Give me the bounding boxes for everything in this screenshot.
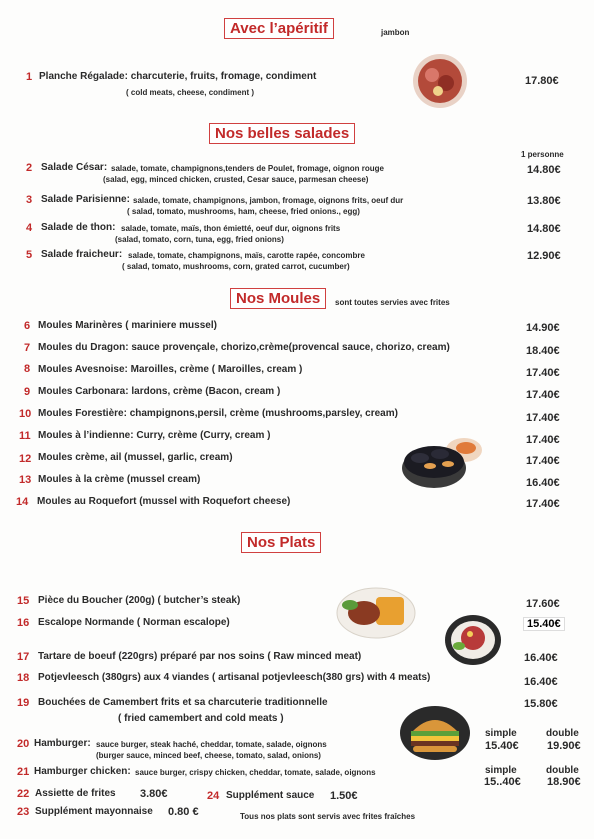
item-price: 17.40€ xyxy=(526,434,560,446)
item-number: 4 xyxy=(26,222,33,234)
item-detail: salade, tomate, champignons, jambon, fromage, oignons frits, oeuf dur xyxy=(133,196,404,205)
item-name: Moules à la crème (mussel cream) xyxy=(38,474,201,485)
item-price: 1.50€ xyxy=(330,790,358,802)
item-name: Planche Régalade: charcuterie, fruits, fromage, condiment xyxy=(39,71,317,82)
item-name: Moules Forestière: champignons,persil, crème (mushrooms,parsley, cream) xyxy=(38,408,398,419)
item-price: 14.80€ xyxy=(527,164,561,176)
item-detail: sauce burger, steak haché, cheddar, tomate, salade, oignons xyxy=(96,740,327,749)
item-number: 13 xyxy=(19,474,32,486)
moules-note: sont toutes servies avec frites xyxy=(335,298,450,307)
item-name: Supplément mayonnaise xyxy=(35,806,153,817)
item-number: 6 xyxy=(24,320,31,332)
item-number: 8 xyxy=(24,363,31,375)
item-number: 23 xyxy=(17,806,30,818)
item-price: 12.90€ xyxy=(527,250,561,262)
price-double: 18.90€ xyxy=(547,776,581,788)
mussels-photo xyxy=(400,430,486,492)
cold-meats-photo xyxy=(412,53,468,109)
item-number: 5 xyxy=(26,249,33,261)
item-number: 3 xyxy=(26,194,33,206)
item-price: 17.40€ xyxy=(526,498,560,510)
item-name: Moules du Dragon: sauce provençale, chorizo,crème(provencal sauce, chorizo, cream) xyxy=(38,342,450,353)
item-detail: salade, tomate, champignons,tenders de Poulet, fromage, oignon rouge xyxy=(111,164,384,173)
aperitif-note: jambon xyxy=(381,28,410,37)
item-name: Salade Parisienne: xyxy=(41,194,130,205)
item-number: 20 xyxy=(17,738,30,750)
item-number: 2 xyxy=(26,162,33,174)
item-sub: (salad, tomato, corn, tuna, egg, fried onions) xyxy=(115,235,284,244)
item-number: 22 xyxy=(17,788,30,800)
item-price: 17.60€ xyxy=(526,598,560,610)
item-price: 15.40€ xyxy=(523,617,565,631)
item-name: Assiette de frites xyxy=(35,788,116,799)
item-number: 11 xyxy=(19,430,31,442)
item-name: Hamburger chicken: xyxy=(34,766,131,777)
footer-note: Tous nos plats sont servis avec frites fraîches xyxy=(240,812,416,821)
item-sub: (burger sauce, minced beef, cheese, tomato, salad, onions) xyxy=(96,751,321,760)
item-number: 12 xyxy=(19,453,32,465)
item-price: 17.40€ xyxy=(526,412,560,424)
steak-photo xyxy=(336,587,416,639)
item-name: Moules Marinères ( mariniere mussel) xyxy=(38,320,217,331)
item-price: 17.40€ xyxy=(526,367,560,379)
item-sub: ( cold meats, cheese, condiment ) xyxy=(126,88,255,97)
burger-col-simple: simple xyxy=(485,728,517,739)
item-price: 18.40€ xyxy=(526,345,560,357)
section-title-plats: Nos Plats xyxy=(241,532,321,553)
item-sub: ( salad, tomato, mushrooms, corn, grated carrot, cucumber) xyxy=(122,262,350,271)
price-simple: 15..40€ xyxy=(484,776,521,788)
item-number: 15 xyxy=(17,595,30,607)
item-price: 0.80 € xyxy=(168,806,199,818)
item-price: 17.40€ xyxy=(526,455,560,467)
salades-note: 1 personne xyxy=(521,150,564,159)
burger-col-double: double xyxy=(546,765,579,776)
item-name: Salade de thon: xyxy=(41,222,116,233)
item-name: Moules à l’indienne: Curry, crème (Curry, cream ) xyxy=(38,430,271,441)
item-sub: ( salad, tomato, mushrooms, ham, cheese, fried onions., egg) xyxy=(127,207,360,216)
item-sub: ( fried camembert and cold meats ) xyxy=(118,713,284,724)
item-number: 17 xyxy=(17,651,30,663)
item-detail: salade, tomate, maïs, thon émietté, oeuf dur, oignons frits xyxy=(121,224,341,233)
item-name: Potjevleesch (380grs) aux 4 viandes ( artisanal potjevleesch(380 grs) with 4 meats) xyxy=(38,672,431,683)
item-number: 24 xyxy=(207,790,220,802)
item-name: Moules Carbonara: lardons, crème (Bacon, cream ) xyxy=(38,386,281,397)
burger-photo xyxy=(399,705,471,761)
item-price: 14.90€ xyxy=(526,322,560,334)
item-name: Bouchées de Camembert frits et sa charcuterie traditionnelle xyxy=(38,697,328,708)
item-price: 17.40€ xyxy=(526,389,560,401)
item-detail: salade, tomate, champignons, maïs, carotte rapée, concombre xyxy=(128,251,365,260)
item-name: Salade César: xyxy=(41,162,108,173)
item-sub: (salad, egg, minced chicken, crusted, Cesar sauce, parmesan cheese) xyxy=(103,175,369,184)
item-price: 13.80€ xyxy=(527,195,561,207)
item-name: Escalope Normande ( Norman escalope) xyxy=(38,617,230,628)
item-number: 19 xyxy=(17,697,30,709)
item-detail: sauce burger, crispy chicken, cheddar, tomate, salade, oignons xyxy=(135,768,376,777)
item-price: 15.80€ xyxy=(524,698,558,710)
item-price: 14.80€ xyxy=(527,223,561,235)
item-name: Pièce du Boucher (200g) ( butcher’s steak) xyxy=(38,595,241,606)
section-title-moules: Nos Moules xyxy=(230,288,326,309)
item-price: 16.40€ xyxy=(524,676,558,688)
item-name: Moules crème, ail (mussel, garlic, cream) xyxy=(38,452,233,463)
item-price: 17.80€ xyxy=(525,75,559,87)
burger-col-double: double xyxy=(546,728,579,739)
price-simple: 15.40€ xyxy=(485,740,519,752)
item-number: 1 xyxy=(26,71,33,83)
item-number: 21 xyxy=(17,766,30,778)
item-name: Supplément sauce xyxy=(226,790,315,801)
item-number: 18 xyxy=(17,672,30,684)
item-name: Hamburger: xyxy=(34,738,91,749)
item-name: Moules au Roquefort (mussel with Roquefort cheese) xyxy=(37,496,291,507)
item-name: Salade fraicheur: xyxy=(41,249,123,260)
item-price: 3.80€ xyxy=(140,788,168,800)
item-price: 16.40€ xyxy=(526,477,560,489)
section-title-salades: Nos belles salades xyxy=(209,123,355,144)
item-number: 16 xyxy=(17,617,30,629)
item-name: Tartare de boeuf (220grs) préparé par nos soins ( Raw minced meat) xyxy=(38,651,362,662)
item-number: 9 xyxy=(24,386,31,398)
item-number: 7 xyxy=(24,342,31,354)
price-double: 19.90€ xyxy=(547,740,581,752)
burger-col-simple: simple xyxy=(485,765,517,776)
item-price: 16.40€ xyxy=(524,652,558,664)
item-name: Moules Avesnoise: Maroilles, crème ( Maroilles, cream ) xyxy=(38,364,303,375)
section-title-aperitif: Avec l’apéritif xyxy=(224,18,334,39)
item-number: 10 xyxy=(19,408,32,420)
tartare-photo xyxy=(444,614,502,666)
item-number: 14 xyxy=(16,496,29,508)
